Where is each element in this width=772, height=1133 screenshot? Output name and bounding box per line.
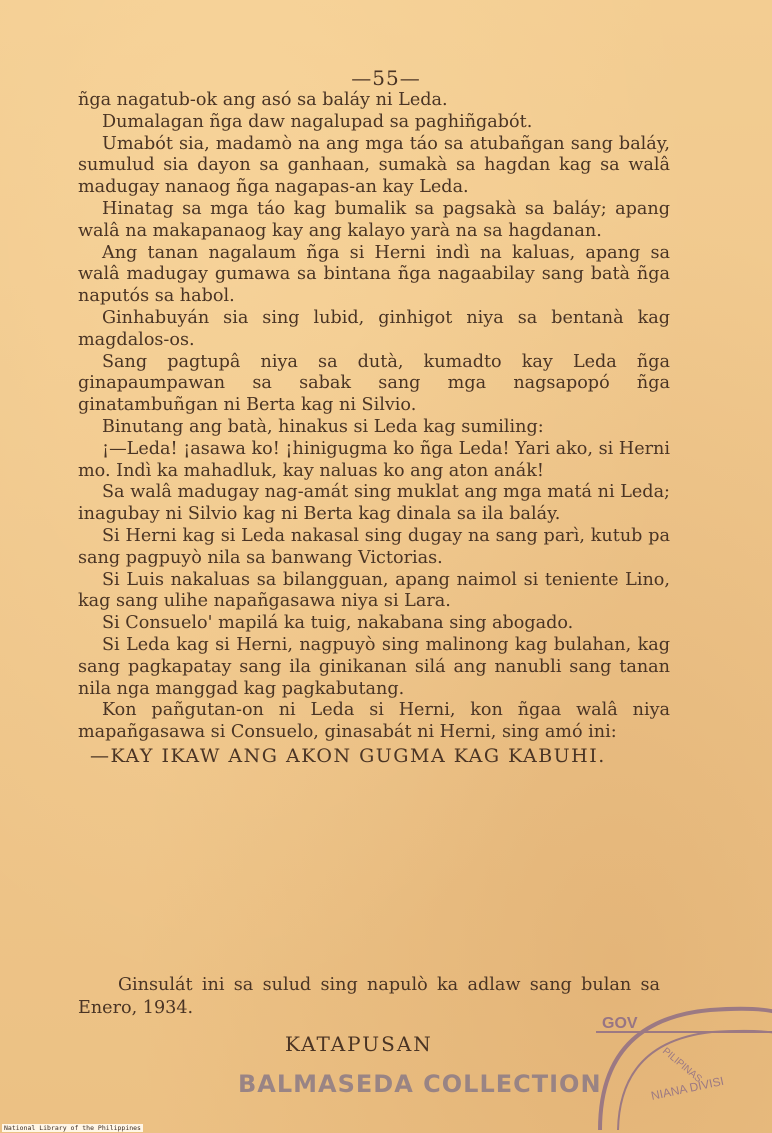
date-note: Ginsulát ini sa sulud sing napulò ka adlaw sang bulan sa Enero, 1934. (78, 975, 660, 1018)
seal-side-text: PILIPINAS (660, 1045, 704, 1086)
paragraph: ñga nagatub-ok ang asó sa baláy ni Leda. (78, 90, 448, 110)
paragraph: Ang tanan nagalaum ñga si Herni indì na kaluas, apang sa walâ madugay gumawa sa bintana ñga nagaabilay sang batà ñga naputós sa habol. (78, 242, 670, 307)
closing-line: —KAY IKAW ANG AKON GUGMA KAG KABUHI. (90, 744, 606, 767)
paragraph: Hinatag sa mga táo kag bumalik sa pagsakà sa baláy; apang walâ na makapanaog kay ang kalayo yarà na sa hagdanan. (78, 198, 670, 241)
paragraph: Sa walâ madugay nag-amát sing muklat ang mga matá ni Leda; inagubay ni Silvio kag ni Berta kag dinala sa ila baláy. (78, 482, 670, 525)
paragraph: Si Leda kag si Herni, nagpuyò sing malinong kag bulahan, kag sang pagkapatay sang ila ginikanan silá ang nanubli sang tanan nila nga manggad kag pagkabutang. (78, 634, 670, 699)
paragraph: Si Luis nakaluas sa bilangguan, apang naimol si teniente Lino, kag sang ulihe napañgasawa niya si Lara. (78, 569, 670, 612)
page-number: —55— (351, 66, 421, 90)
paragraph: Kon pañgutan-on ni Leda si Herni, kon ñgaa walâ niya mapañgasawa si Consuelo, ginasabát ni Herni, sing amó ini: (78, 700, 670, 743)
paragraph: ¡—Leda! ¡asawa ko! ¡hinigugma ko ñga Leda! Yari ako, si Herni mo. Indì ka mahadluk, kay naluas ko ang aton anák! (78, 438, 670, 481)
paragraph: Binutang ang batà, hinakus si Leda kag sumiling: (102, 416, 544, 437)
paragraph: Ginhabuyán sia sing lubid, ginhigot niya sa bentanà kag magdalos-os. (78, 307, 670, 350)
paragraph: Si Herni kag si Leda nakasal sing dugay na sang parì, kutub pa sang pagpuyò nila sa banwang Victorias. (78, 525, 670, 568)
ending-title: KATAPUSAN (285, 1032, 433, 1056)
body-text (78, 90, 670, 768)
paragraph: Dumalagan ñga daw nagalupad sa paghiñgabót. (102, 111, 533, 132)
paragraph: Sang pagtupâ niya sa dutà, kumadto kay Leda ñga ginapaumpawan sa sabak sang mga nagsapopó ñga ginatambuñgan ni Berta kag ni Silvio. (78, 351, 670, 416)
collection-stamp: BALMASEDA COLLECTION (238, 1070, 602, 1098)
library-seal-stamp (590, 980, 772, 1130)
paragraph: Umabót sia, madamò na ang mga táo sa atubañgan sang baláy, sumulud sia dayon sa ganhaan, sumakà sa hagdan kag sa walâ madugay nanaog ñga nagapas-an kay Leda. (78, 133, 670, 198)
seal-bottom-text: NIANA DIVISI (649, 1073, 726, 1103)
paragraph: Si Consuelo' mapilá ka tuig, nakabana sing abogado. (102, 613, 574, 634)
seal-top-text: GOV (602, 1015, 638, 1032)
footer-note: National Library of the Philippines (4, 1124, 141, 1132)
